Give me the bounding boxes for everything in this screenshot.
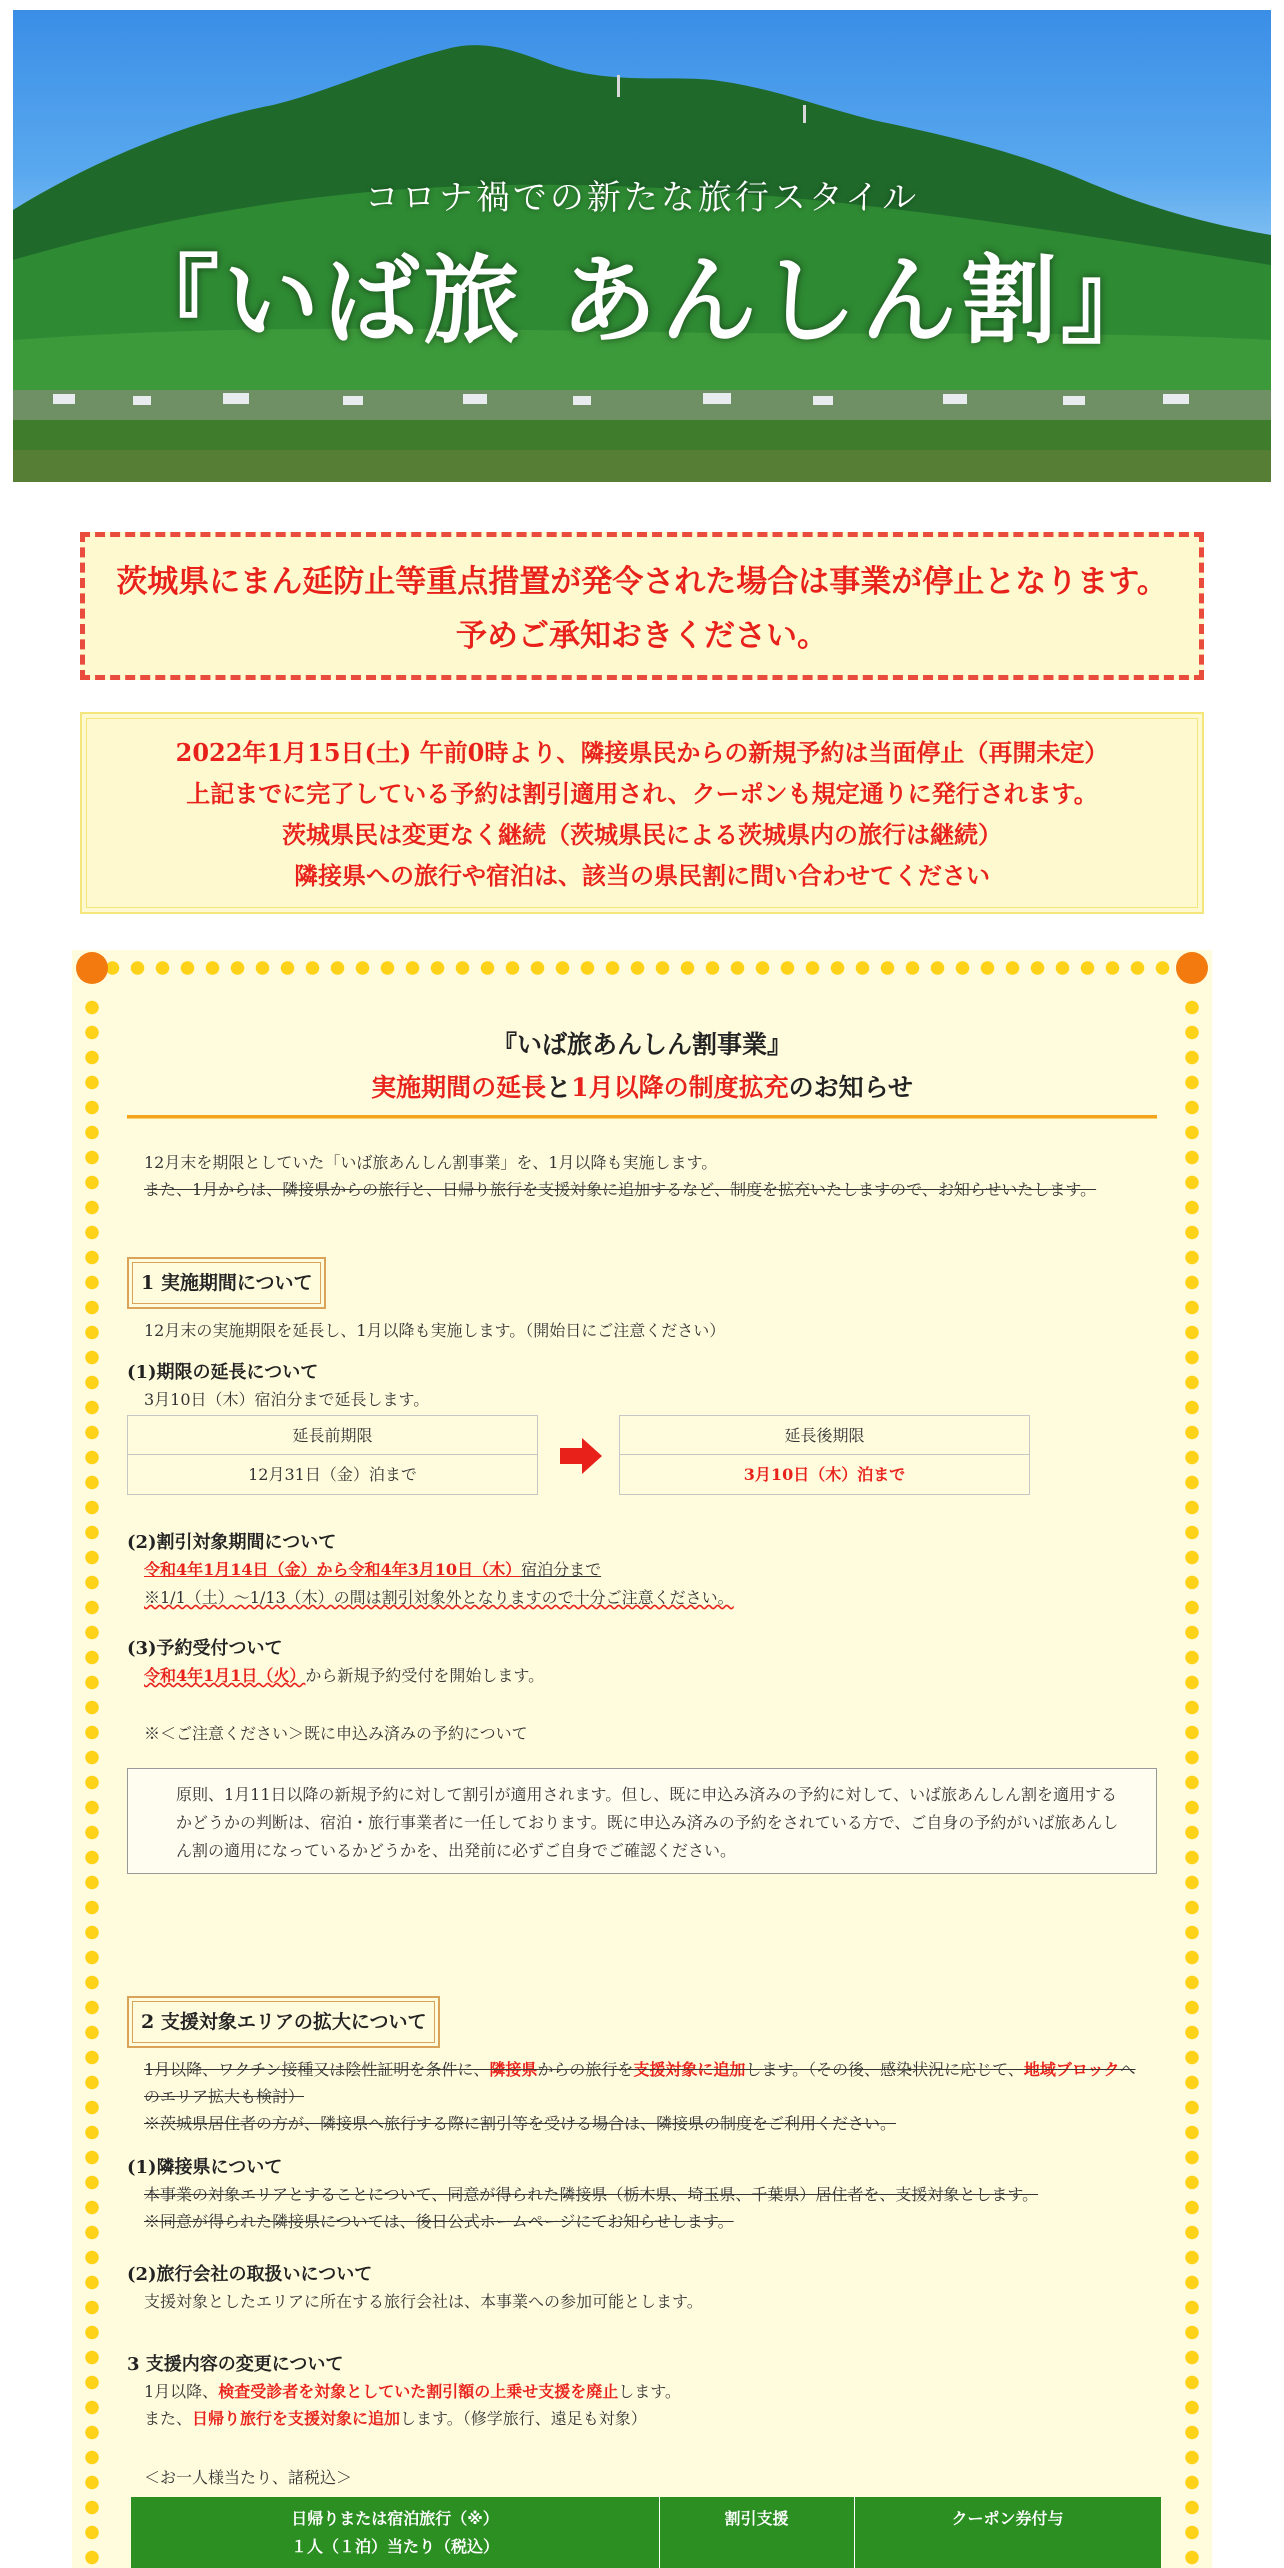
area-text: します。（その後、感染状況に応じて、 (745, 2060, 1024, 2079)
area-text: 1月以降、ワクチン接種又は陰性証明を条件に、 (144, 2060, 490, 2079)
reservation-date-red: 令和4年1月1日（火） (144, 1666, 306, 1685)
header-discount: 割引支援 (724, 2509, 789, 2528)
section-2-title: 2 支援対象エリアの拡大について (127, 1996, 440, 2048)
section-3-line-2 (144, 2406, 647, 2432)
intro-line-2: また、1月からは、隣接県からの旅行と、日帰り旅行を支援対象に追加するなど、制度を拡充いたしますので、お知らせいたします。 (144, 1180, 1097, 1199)
section-3-title: 3 支援内容の変更について (127, 2354, 344, 2375)
suspension-notice-box (80, 712, 1204, 914)
suspension-line: 2022年1月15日(土) 午前0時より、隣接県民からの新規予約は当面停止（再開未定） (175, 738, 1109, 767)
suspension-line: 隣接県への旅行や宿泊は、該当の県民割に問い合わせてください (294, 861, 990, 890)
dotted-border-left (84, 995, 100, 2568)
section-1-sub1-title: (1)期限の延長について (127, 1362, 319, 1383)
section-1-title: 1 実施期間について (127, 1257, 326, 1309)
area-text: へ (1119, 2060, 1136, 2079)
support-text: します。 (618, 2382, 681, 2401)
section-2-sub1-line-2: ※同意が得られた隣接県については、後日公式ホームページにてお知らせします。 (144, 2212, 734, 2231)
caution-title: ※＜ご注意ください＞既に申込み済みの予約について (144, 1724, 528, 1743)
section-1-desc: 12月末の実施期限を延長し、1月以降も実施します。（開始日にご注意ください） (144, 1321, 726, 1340)
hero-subtitle: コロナ禍での新たな旅行スタイル (364, 178, 920, 218)
after-header: 延長後期限 (620, 1416, 1029, 1455)
corner-dot (76, 952, 108, 984)
price-table-header (131, 2497, 1161, 2568)
section-3-line-1 (144, 2379, 681, 2405)
corner-dot (1176, 952, 1208, 984)
section-1-sub2-desc (144, 1557, 601, 1583)
caution-line: 原則、1月11日以降の新規予約に対して割引が適用されます。但し、既に申込み済みの予約に対して、いば旅あんしん割を適用する (176, 1785, 1117, 1804)
intro-line-1: 12月末を期限としていた「いば旅あんしん割事業」を、1月以降も実施します。 (144, 1153, 718, 1172)
warning-line-2: 予めご承知おきください。 (456, 618, 828, 654)
hero-banner (13, 10, 1271, 482)
area-red: 隣接県 (489, 2060, 538, 2079)
section-2-sub1-title: (1)隣接県について (127, 2157, 283, 2178)
hero-title: 『いば旅 あんしん割』 (123, 245, 1161, 357)
dotted-border-top (100, 960, 1190, 976)
warning-line-1: 茨城県にまん延防止等重点措置が発令された場合は事業が停止となります。 (116, 564, 1168, 600)
emergency-warning-box (80, 532, 1204, 680)
section-2-line-2: のエリア拡大も検討） (144, 2087, 305, 2106)
before-value: 12月31日（金）泊まで (128, 1455, 537, 1494)
discount-period-tail: 宿泊分まで (521, 1560, 602, 1579)
support-text: また、 (144, 2409, 193, 2428)
caution-box (127, 1768, 1157, 1874)
before-period-table (127, 1415, 538, 1495)
section-1-sub3-desc (144, 1663, 544, 1689)
caution-line: ん割の適用になっているかどうかを、出発前に必ずご自身でご確認ください。 (176, 1841, 737, 1860)
section-2-line-1 (144, 2057, 1136, 2083)
header-coupon: クーポン券付与 (951, 2509, 1064, 2528)
header-trip-type-line: 日帰りまたは宿泊旅行（※） (291, 2509, 499, 2528)
support-text: します。（修学旅行、遠足も対象） (400, 2409, 647, 2428)
before-header: 延長前期限 (128, 1416, 537, 1455)
dotted-border-right (1184, 995, 1200, 2568)
header-trip-unit-line: １人（１泊）当たり（税込） (290, 2537, 499, 2556)
reservation-tail: から新規予約受付を開始します。 (305, 1666, 545, 1685)
section-2-sub2-title: (2)旅行会社の取扱いについて (127, 2264, 373, 2285)
discount-period-red: 令和4年1月14日（金）から令和4年3月10日（木） (144, 1560, 522, 1579)
support-red: 日帰り旅行を支援対象に追加 (192, 2409, 401, 2428)
area-text: からの旅行を (537, 2060, 634, 2079)
caution-line: かどうかの判断は、宿泊・旅行事業者に一任しております。既に申込み済みの予約をされている方で、ご自身の予約がいば旅あんし (176, 1813, 1119, 1832)
section-2-sub1-line-1: 本事業の対象エリアとすることについて、同意が得られた隣接県（栃木県、埼玉県、千葉県）居住者を、支援対象とします。 (144, 2185, 1039, 2204)
heading-red-2: 1月以降の制度拡充 (571, 1073, 789, 1102)
suspension-line: 茨城県民は変更なく継続（茨城県民による茨城県内の旅行は継続） (282, 820, 1002, 849)
section-1-sub2-title: (2)割引対象期間について (127, 1532, 337, 1553)
heading-tail: のお知らせ (788, 1073, 913, 1102)
notice-heading: 『いば旅あんしん割事業』 (491, 1030, 792, 1059)
after-period-table (619, 1415, 1030, 1495)
support-text: 1月以降、 (144, 2382, 219, 2401)
header-trip-type (131, 2497, 659, 2568)
section-1-sub2-note: ※1/1（土）～1/13（木）の間は割引対象外となりますので十分ご注意ください。 (144, 1588, 734, 1607)
notice-subheading (72, 1068, 1212, 1104)
heading-red-1: 実施期間の延長 (371, 1073, 547, 1102)
section-1-sub3-title: (3)予約受付ついて (127, 1638, 283, 1659)
heading-mid: と (546, 1073, 572, 1102)
arrow-right-icon (560, 1438, 602, 1474)
heading-divider (127, 1115, 1157, 1119)
area-red: 地域ブロック (1023, 2060, 1120, 2079)
suspension-line: 上記までに完了している予約は割引適用され、クーポンも規定通りに発行されます。 (186, 779, 1098, 808)
section-1-sub1-desc: 3月10日（木）宿泊分まで延長します。 (144, 1390, 430, 1409)
price-note: ＜お一人様当たり、諸税込＞ (144, 2468, 353, 2487)
section-2-line-3: ※茨城県居住者の方が、隣接県へ旅行する際に割引等を受ける場合は、隣接県の制度をご利用ください。 (144, 2114, 897, 2133)
section-2-sub2-desc: 支援対象としたエリアに所在する旅行会社は、本事業への参加可能とします。 (144, 2292, 703, 2311)
area-red: 支援対象に追加 (633, 2060, 746, 2079)
after-value: 3月10日（木）泊まで (620, 1455, 1029, 1494)
support-red: 検査受診者を対象としていた割引額の上乗せ支援を廃止 (218, 2382, 619, 2401)
